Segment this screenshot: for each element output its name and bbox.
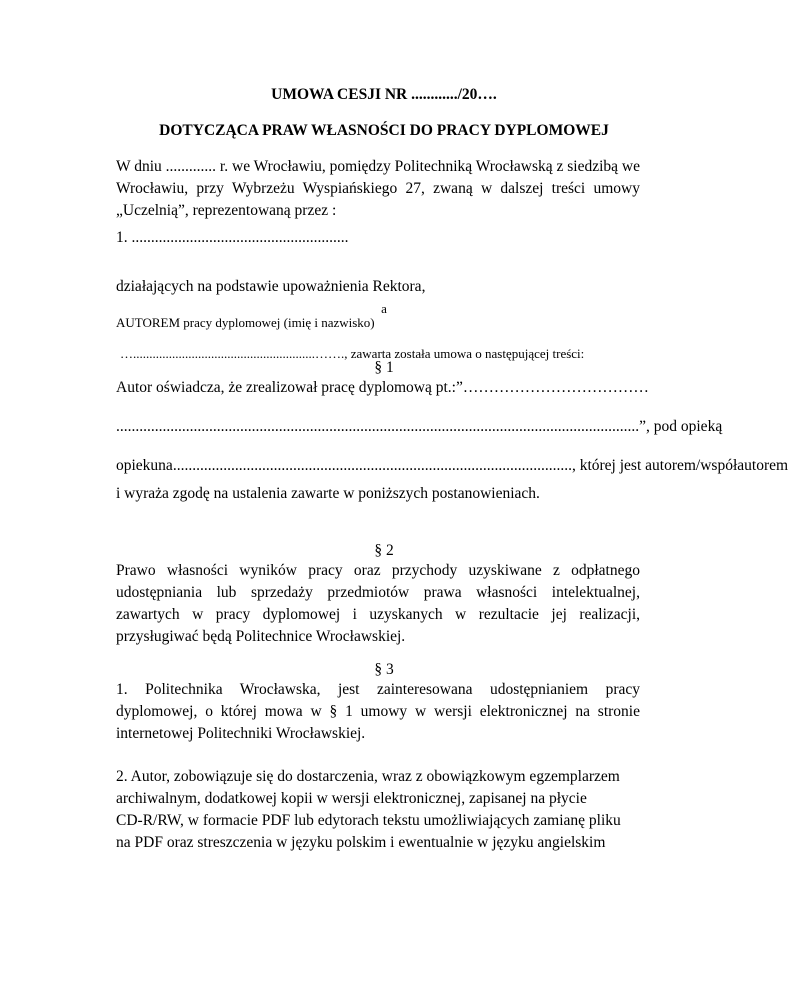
section-2-heading: § 2 [374, 542, 394, 559]
document-title: UMOWA CESJI NR ............/20…. [271, 86, 497, 103]
section-3-paragraph-2-line-3: CD-R/RW, w formacie PDF lub edytorach tekstu umożliwiających zamianę pliku [116, 812, 621, 829]
supervisor-line [116, 455, 788, 477]
section-3-heading: § 3 [374, 661, 394, 678]
section-3-paragraph-2-line-2: archiwalnym, dodatkowej kopii w wersji elektronicznej, zapisanej na płycie [116, 790, 587, 807]
section-3-paragraph-1: 1. Politechnika Wrocławska, jest zainteresowana udostępnianiem pracy dyplomowej, o której mowa w § 1 umowy w wersji elektronicznej na stronie internetowej Politechniki Wrocławskiej. [116, 681, 640, 742]
thesis-title-line-end: ”, pod opieką [639, 418, 723, 435]
section-1-heading: § 1 [374, 359, 394, 376]
section-2-paragraph: Prawo własności wyników pracy oraz przychody uzyskiwane z odpłatnego udostępniania lub sprzedaży przedmiotów prawa własności intelektualnej, zawartych w pracy dyplomowej i uzyskanych w rezultacie jej realizacji, przysługiwać będą Politechnice Wrocławskiej. [116, 562, 640, 645]
author-label: AUTOREM pracy dyplomowej (imię i nazwisko) [116, 315, 375, 330]
section-3-paragraph-2-line-4: na PDF oraz streszczenia w języku polskim i ewentualnie w języku angielskim [116, 834, 606, 851]
section-1-declaration: Autor oświadcza, że zrealizował pracę dyplomową pt.:”……………………………… [116, 379, 649, 396]
section-1-consent: i wyraża zgodę na ustalenia zawarte w poniższych postanowieniach. [116, 485, 540, 502]
authorization-text: działających na podstawie upoważnienia Rektora, [116, 278, 426, 295]
document-subtitle: DOTYCZĄCA PRAW WŁASNOŚCI DO PRACY DYPLOMOWEJ [159, 122, 609, 139]
thesis-title-dots: ....................................................................................................................................... [116, 418, 640, 435]
thesis-title-line [116, 416, 723, 438]
intro-paragraph: W dniu ............. r. we Wrocławiu, pomiędzy Politechniką Wrocławską z siedzibą we Wrocławiu, przy Wybrzeżu Wyspiańskiego 27, zwaną w dalszej treści umowy „Uczelnią”, reprezentowaną przez : [116, 158, 640, 219]
supervisor-dots: ....................................................................................................... [172, 457, 572, 474]
representative-line: 1. ........................................................ [116, 229, 349, 246]
conjunction-a: a [381, 301, 387, 316]
section-3-paragraph-2-line-1: 2. Autor, zobowiązuje się do dostarczenia, wraz z obowiązkowym egzemplarzem [116, 768, 620, 785]
contract-line: …........................................................……., zawarta została umowa o następującej treści: [120, 346, 585, 361]
supervisor-label: opiekuna [116, 457, 173, 474]
supervisor-line-end: , której jest autorem/współautorem [571, 457, 788, 474]
